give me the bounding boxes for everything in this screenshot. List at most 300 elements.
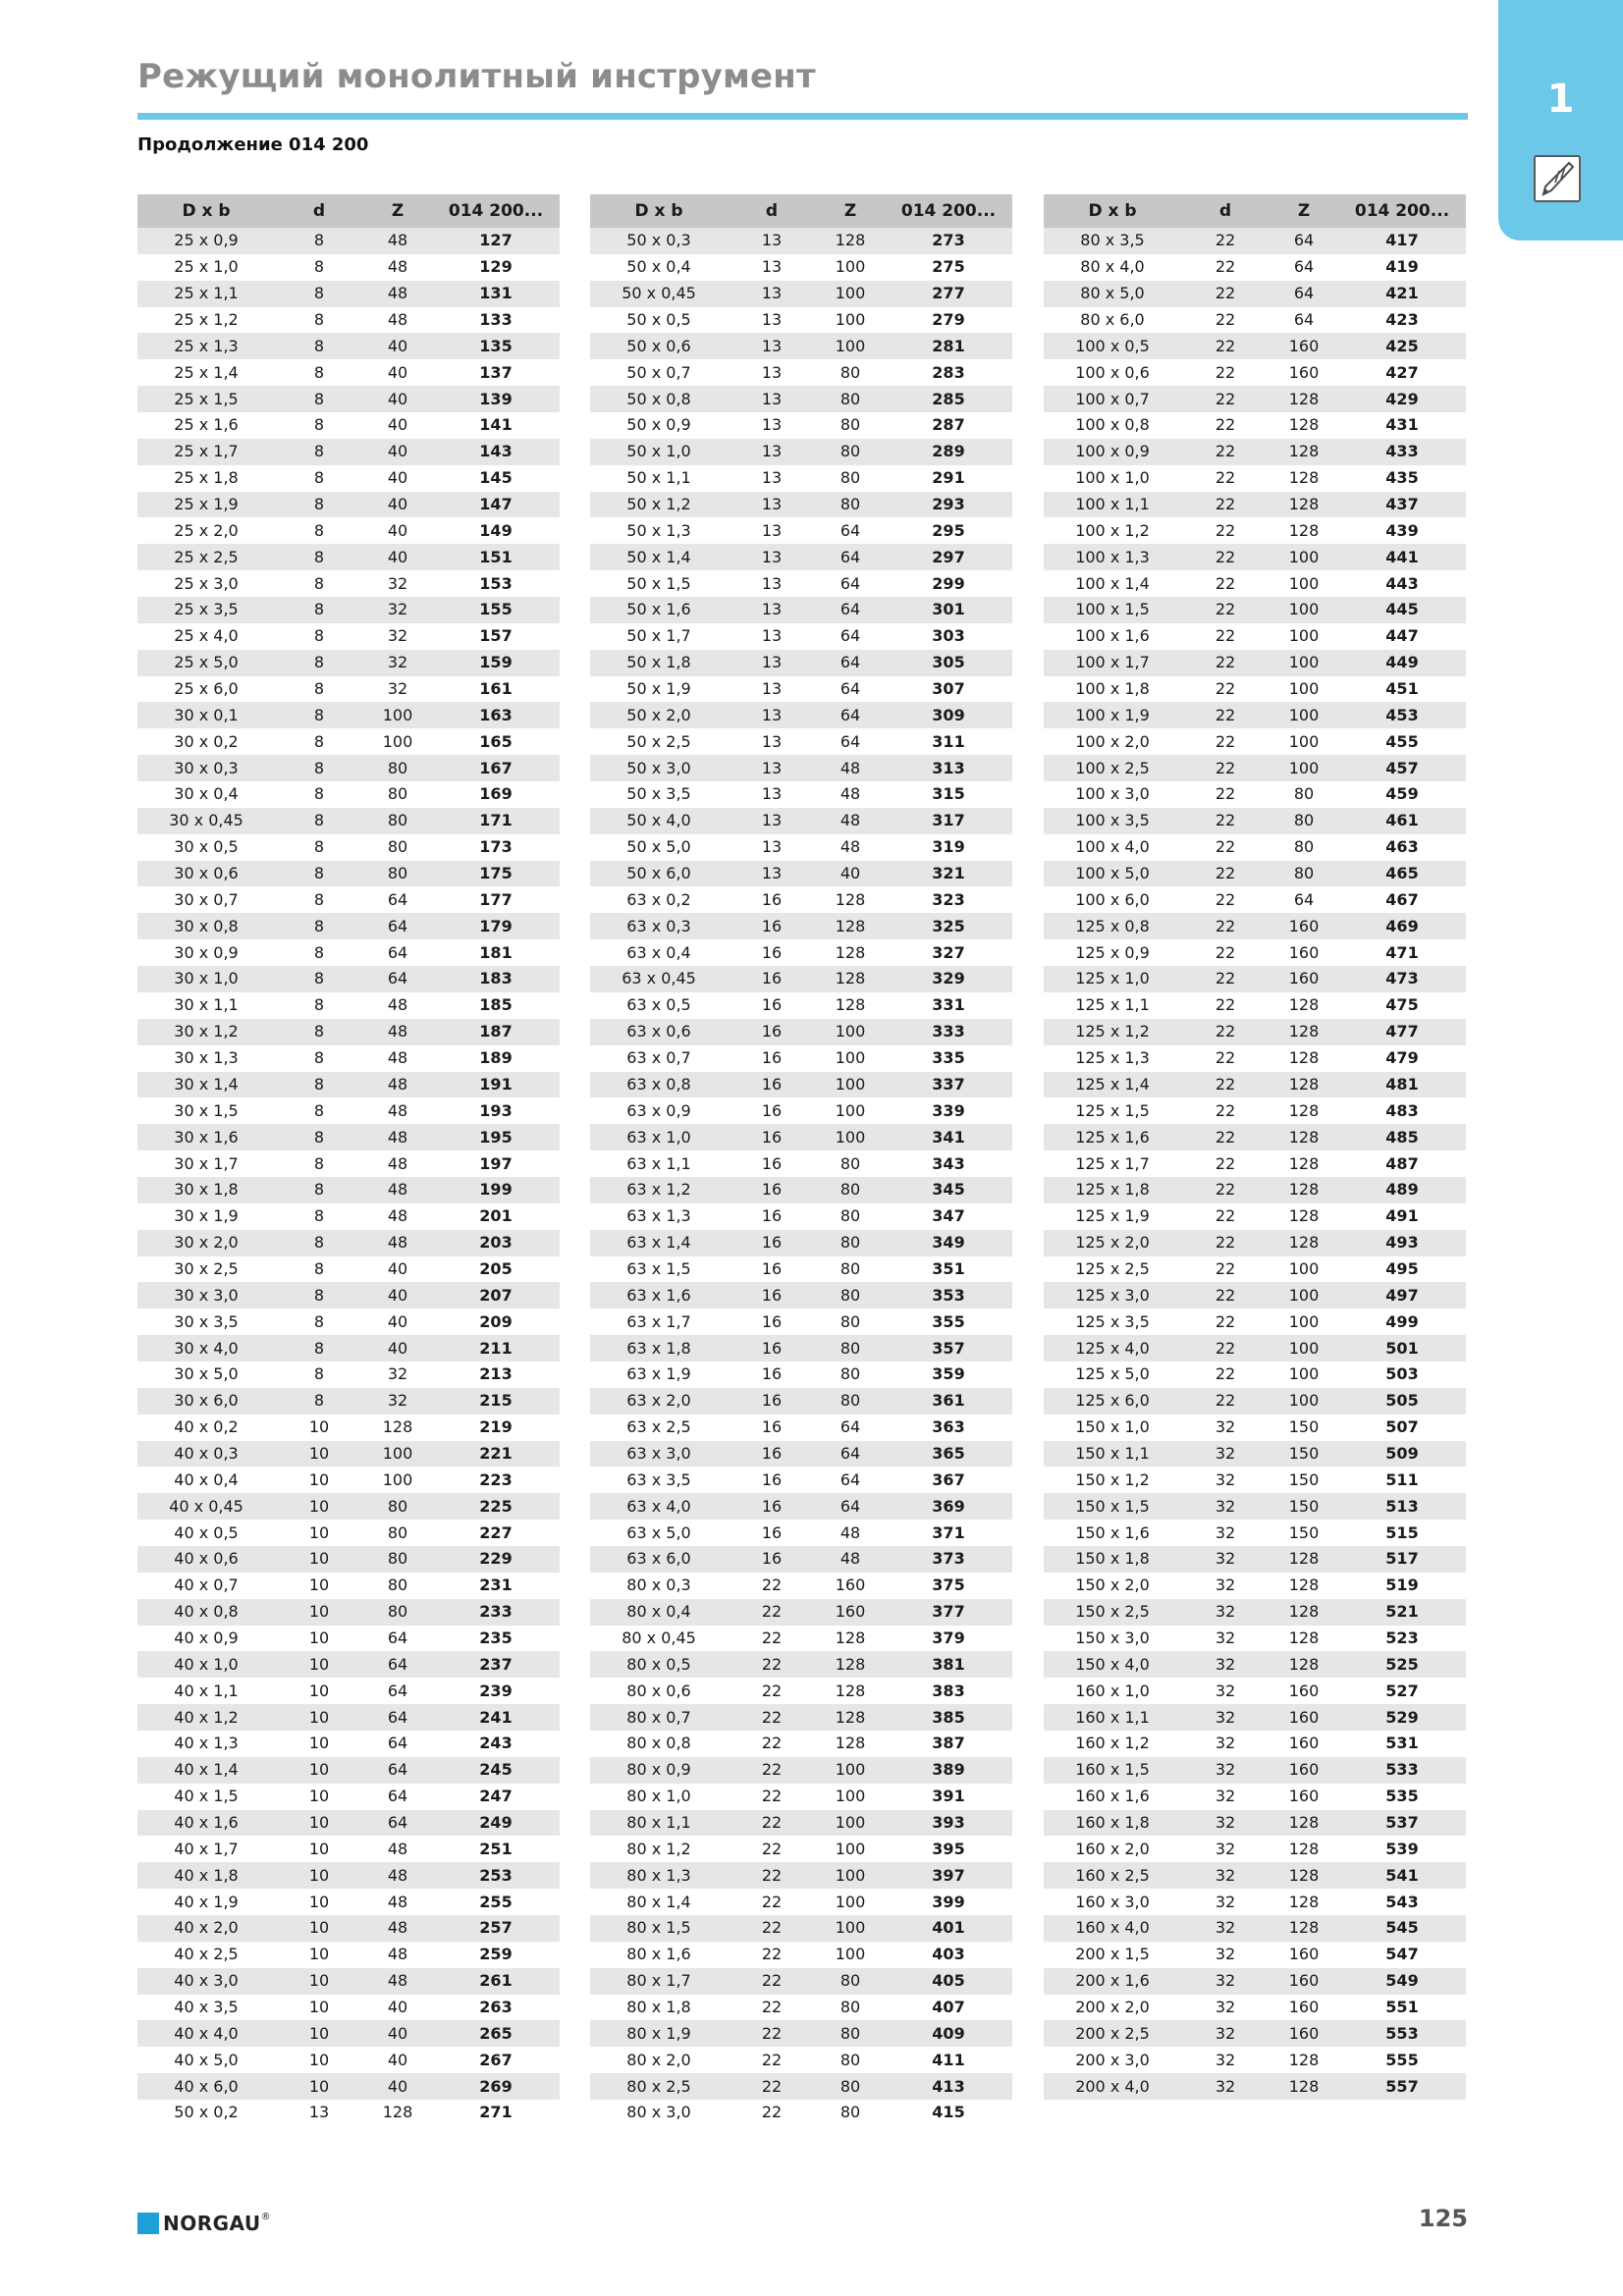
product-table — [1044, 194, 1466, 2100]
cell-code: 199 — [432, 1177, 560, 1203]
cell-code: 181 — [432, 939, 560, 966]
table-row — [137, 755, 560, 781]
cell-d: 13 — [275, 2100, 363, 2126]
cell-dxb: 80 x 3,0 — [590, 2100, 728, 2126]
cell-dxb: 50 x 0,45 — [590, 281, 728, 307]
table-row — [137, 359, 560, 386]
cell-dxb: 80 x 1,2 — [590, 1836, 728, 1862]
table-row — [137, 1704, 560, 1731]
cell-d: 32 — [1181, 2047, 1270, 2073]
table-row — [137, 1889, 560, 1915]
header-d: d — [1181, 194, 1270, 228]
cell-z: 64 — [363, 1810, 432, 1837]
table-row — [1044, 728, 1466, 755]
cell-code: 513 — [1338, 1493, 1466, 1520]
table-row — [590, 1942, 1012, 1968]
cell-dxb: 50 x 2,5 — [590, 728, 728, 755]
cell-code: 155 — [432, 597, 560, 623]
cell-d: 22 — [728, 1704, 816, 1731]
cell-z: 48 — [816, 1520, 885, 1546]
table-row — [1044, 1045, 1466, 1072]
cell-d: 22 — [728, 1995, 816, 2021]
cell-d: 16 — [728, 1467, 816, 1493]
cell-dxb: 40 x 3,0 — [137, 1968, 275, 1995]
cell-code: 519 — [1338, 1573, 1466, 1599]
cell-dxb: 63 x 1,3 — [590, 1203, 728, 1230]
cell-dxb: 100 x 2,5 — [1044, 755, 1181, 781]
cell-z: 100 — [816, 1889, 885, 1915]
cell-dxb: 200 x 1,5 — [1044, 1942, 1181, 1968]
table-row — [1044, 939, 1466, 966]
cell-z: 128 — [1270, 1626, 1338, 1652]
cell-code: 507 — [1338, 1415, 1466, 1441]
cell-dxb: 200 x 2,5 — [1044, 2020, 1181, 2047]
cell-dxb: 80 x 1,5 — [590, 1915, 728, 1942]
cell-dxb: 63 x 2,5 — [590, 1415, 728, 1441]
cell-code: 485 — [1338, 1124, 1466, 1150]
cell-d: 8 — [275, 386, 363, 412]
cell-d: 13 — [728, 281, 816, 307]
cell-code: 327 — [885, 939, 1012, 966]
cell-dxb: 63 x 1,0 — [590, 1124, 728, 1150]
cell-dxb: 80 x 0,3 — [590, 1573, 728, 1599]
table-row — [590, 1626, 1012, 1652]
cell-dxb: 80 x 1,4 — [590, 1889, 728, 1915]
product-table — [137, 194, 560, 2126]
cell-d: 8 — [275, 517, 363, 544]
cell-d: 32 — [1181, 1942, 1270, 1968]
cell-d: 10 — [275, 1599, 363, 1626]
table-row — [137, 1019, 560, 1045]
cell-z: 80 — [816, 439, 885, 465]
cell-d: 8 — [275, 570, 363, 597]
cell-z: 64 — [363, 939, 432, 966]
cell-code: 387 — [885, 1731, 1012, 1757]
cell-d: 22 — [1181, 1097, 1270, 1124]
cell-d: 8 — [275, 333, 363, 359]
cell-code: 147 — [432, 492, 560, 518]
cell-dxb: 150 x 2,0 — [1044, 1573, 1181, 1599]
cell-code: 481 — [1338, 1072, 1466, 1098]
table-row — [1044, 1150, 1466, 1177]
cell-code: 441 — [1338, 544, 1466, 570]
cell-code: 545 — [1338, 1915, 1466, 1942]
cell-z: 128 — [816, 966, 885, 992]
cell-z: 80 — [816, 1177, 885, 1203]
cell-d: 16 — [728, 1072, 816, 1098]
cell-dxb: 50 x 0,9 — [590, 412, 728, 439]
cell-dxb: 80 x 1,3 — [590, 1862, 728, 1889]
cell-z: 64 — [363, 1731, 432, 1757]
cell-d: 32 — [1181, 1467, 1270, 1493]
cell-d: 22 — [1181, 755, 1270, 781]
cell-d: 10 — [275, 2020, 363, 2047]
cell-dxb: 63 x 3,0 — [590, 1441, 728, 1468]
cell-dxb: 40 x 1,2 — [137, 1704, 275, 1731]
cell-dxb: 200 x 1,6 — [1044, 1968, 1181, 1995]
cell-code: 337 — [885, 1072, 1012, 1098]
cell-code: 253 — [432, 1862, 560, 1889]
cell-z: 64 — [363, 1651, 432, 1678]
table-row — [1044, 913, 1466, 939]
cell-dxb: 80 x 1,8 — [590, 1995, 728, 2021]
header-code: 014 200... — [432, 194, 560, 228]
cell-code: 403 — [885, 1942, 1012, 1968]
table-row — [137, 913, 560, 939]
table-row — [137, 1757, 560, 1784]
cell-z: 150 — [1270, 1441, 1338, 1468]
cell-code: 495 — [1338, 1256, 1466, 1283]
cell-dxb: 150 x 1,5 — [1044, 1493, 1181, 1520]
cell-d: 8 — [275, 281, 363, 307]
cell-code: 289 — [885, 439, 1012, 465]
table-row — [1044, 650, 1466, 676]
table-row — [137, 650, 560, 676]
cell-code: 219 — [432, 1415, 560, 1441]
cell-d: 13 — [728, 808, 816, 834]
cell-dxb: 100 x 1,9 — [1044, 702, 1181, 728]
cell-z: 48 — [816, 808, 885, 834]
cell-dxb: 50 x 0,3 — [590, 228, 728, 254]
cell-dxb: 63 x 1,9 — [590, 1362, 728, 1388]
cell-dxb: 150 x 1,1 — [1044, 1441, 1181, 1468]
cell-code: 203 — [432, 1230, 560, 1256]
cell-d: 16 — [728, 939, 816, 966]
cell-code: 491 — [1338, 1203, 1466, 1230]
cell-z: 48 — [363, 1150, 432, 1177]
table-row — [590, 1335, 1012, 1362]
header-dxb: D x b — [590, 194, 728, 228]
table-row — [590, 2100, 1012, 2126]
cell-code: 265 — [432, 2020, 560, 2047]
cell-code: 473 — [1338, 966, 1466, 992]
cell-z: 48 — [363, 992, 432, 1019]
cell-d: 13 — [728, 386, 816, 412]
cell-code: 397 — [885, 1862, 1012, 1889]
cell-dxb: 25 x 1,5 — [137, 386, 275, 412]
cell-code: 383 — [885, 1678, 1012, 1704]
cell-d: 16 — [728, 1388, 816, 1415]
cell-z: 128 — [1270, 517, 1338, 544]
cell-d: 22 — [728, 1626, 816, 1652]
cell-d: 32 — [1181, 1995, 1270, 2021]
cell-code: 303 — [885, 623, 1012, 650]
product-table-column-3 — [1044, 194, 1466, 2100]
table-row — [590, 228, 1012, 254]
cell-code: 523 — [1338, 1626, 1466, 1652]
cell-z: 48 — [363, 1203, 432, 1230]
cell-z: 80 — [816, 492, 885, 518]
cell-d: 32 — [1181, 1862, 1270, 1889]
table-row — [590, 966, 1012, 992]
table-header-row — [137, 194, 560, 228]
cell-code: 317 — [885, 808, 1012, 834]
cell-d: 8 — [275, 1256, 363, 1283]
cell-z: 160 — [816, 1573, 885, 1599]
cell-d: 22 — [728, 1784, 816, 1810]
cell-code: 389 — [885, 1757, 1012, 1784]
cell-z: 48 — [816, 834, 885, 861]
table-row — [1044, 1230, 1466, 1256]
table-row — [137, 544, 560, 570]
cell-z: 160 — [1270, 359, 1338, 386]
cell-d: 22 — [728, 2100, 816, 2126]
table-row — [137, 1124, 560, 1150]
cell-d: 10 — [275, 1889, 363, 1915]
cell-code: 329 — [885, 966, 1012, 992]
cell-code: 531 — [1338, 1731, 1466, 1757]
cell-z: 48 — [363, 307, 432, 334]
table-row — [137, 386, 560, 412]
table-row — [590, 1573, 1012, 1599]
cell-d: 22 — [728, 1942, 816, 1968]
table-row — [590, 676, 1012, 703]
cell-dxb: 30 x 1,1 — [137, 992, 275, 1019]
cell-dxb: 50 x 0,8 — [590, 386, 728, 412]
table-row — [137, 1915, 560, 1942]
table-row — [137, 570, 560, 597]
table-row — [1044, 1995, 1466, 2021]
cell-d: 10 — [275, 1862, 363, 1889]
cell-code: 257 — [432, 1915, 560, 1942]
table-row — [137, 834, 560, 861]
cell-d: 16 — [728, 992, 816, 1019]
cell-z: 128 — [1270, 1124, 1338, 1150]
cell-code: 315 — [885, 781, 1012, 808]
table-row — [1044, 2047, 1466, 2073]
cell-d: 22 — [728, 1810, 816, 1837]
cell-z: 100 — [816, 1810, 885, 1837]
table-row — [137, 597, 560, 623]
cell-d: 16 — [728, 1441, 816, 1468]
table-row — [1044, 1467, 1466, 1493]
cell-code: 269 — [432, 2073, 560, 2100]
table-row — [590, 1467, 1012, 1493]
cell-code: 173 — [432, 834, 560, 861]
cell-code: 407 — [885, 1995, 1012, 2021]
cell-z: 64 — [363, 1626, 432, 1652]
brand-square-icon — [137, 2213, 159, 2234]
cell-code: 191 — [432, 1072, 560, 1098]
cell-dxb: 50 x 3,5 — [590, 781, 728, 808]
cell-z: 128 — [1270, 1177, 1338, 1203]
cell-code: 137 — [432, 359, 560, 386]
cell-z: 128 — [1270, 1546, 1338, 1573]
table-row — [137, 2073, 560, 2100]
cell-code: 263 — [432, 1995, 560, 2021]
cell-z: 100 — [816, 1915, 885, 1942]
cell-dxb: 200 x 2,0 — [1044, 1995, 1181, 2021]
cell-z: 80 — [363, 755, 432, 781]
cell-dxb: 63 x 0,2 — [590, 886, 728, 913]
cell-code: 461 — [1338, 808, 1466, 834]
cell-code: 429 — [1338, 386, 1466, 412]
cell-z: 100 — [1270, 650, 1338, 676]
cell-code: 527 — [1338, 1678, 1466, 1704]
cell-d: 22 — [1181, 650, 1270, 676]
cell-d: 10 — [275, 1942, 363, 1968]
cell-dxb: 25 x 1,6 — [137, 412, 275, 439]
cell-d: 8 — [275, 492, 363, 518]
cell-code: 529 — [1338, 1704, 1466, 1731]
cell-dxb: 50 x 0,2 — [137, 2100, 275, 2126]
cell-code: 347 — [885, 1203, 1012, 1230]
cell-dxb: 25 x 1,3 — [137, 333, 275, 359]
cell-z: 128 — [1270, 1915, 1338, 1942]
cell-z: 64 — [816, 1467, 885, 1493]
cell-z: 40 — [363, 1282, 432, 1308]
cell-z: 128 — [816, 1704, 885, 1731]
cell-dxb: 100 x 2,0 — [1044, 728, 1181, 755]
table-row — [590, 412, 1012, 439]
cell-code: 467 — [1338, 886, 1466, 913]
cell-dxb: 150 x 3,0 — [1044, 1626, 1181, 1652]
cell-dxb: 30 x 1,8 — [137, 1177, 275, 1203]
cell-z: 150 — [1270, 1467, 1338, 1493]
cell-code: 151 — [432, 544, 560, 570]
cell-code: 479 — [1338, 1045, 1466, 1072]
cell-code: 515 — [1338, 1520, 1466, 1546]
cell-d: 8 — [275, 861, 363, 887]
cell-dxb: 25 x 0,9 — [137, 228, 275, 254]
cell-z: 128 — [816, 939, 885, 966]
cell-code: 351 — [885, 1256, 1012, 1283]
cell-d: 8 — [275, 597, 363, 623]
cell-dxb: 125 x 1,7 — [1044, 1150, 1181, 1177]
cell-z: 32 — [363, 650, 432, 676]
cell-d: 8 — [275, 623, 363, 650]
cell-d: 22 — [728, 1757, 816, 1784]
table-row — [1044, 1968, 1466, 1995]
cell-dxb: 125 x 1,3 — [1044, 1045, 1181, 1072]
cell-dxb: 63 x 1,5 — [590, 1256, 728, 1283]
brand-name: NORGAU — [163, 2212, 261, 2235]
cell-code: 259 — [432, 1942, 560, 1968]
table-row — [1044, 570, 1466, 597]
cell-d: 22 — [1181, 228, 1270, 254]
cell-d: 10 — [275, 1546, 363, 1573]
cell-code: 271 — [432, 2100, 560, 2126]
cell-dxb: 80 x 0,8 — [590, 1731, 728, 1757]
cell-z: 40 — [363, 2073, 432, 2100]
cell-z: 40 — [363, 439, 432, 465]
cell-code: 555 — [1338, 2047, 1466, 2073]
cell-d: 22 — [1181, 781, 1270, 808]
cell-d: 16 — [728, 1256, 816, 1283]
table-row — [1044, 1097, 1466, 1124]
cell-code: 443 — [1338, 570, 1466, 597]
cell-code: 183 — [432, 966, 560, 992]
table-row — [137, 1362, 560, 1388]
cell-dxb: 80 x 0,45 — [590, 1626, 728, 1652]
table-row — [1044, 1889, 1466, 1915]
table-row — [137, 781, 560, 808]
cell-dxb: 80 x 2,0 — [590, 2047, 728, 2073]
table-row — [137, 1546, 560, 1573]
cell-code: 323 — [885, 886, 1012, 913]
table-row — [137, 412, 560, 439]
cell-code: 233 — [432, 1599, 560, 1626]
cell-dxb: 30 x 1,4 — [137, 1072, 275, 1098]
cell-dxb: 200 x 4,0 — [1044, 2073, 1181, 2100]
cell-dxb: 125 x 1,0 — [1044, 966, 1181, 992]
cell-d: 22 — [1181, 359, 1270, 386]
cell-code: 547 — [1338, 1942, 1466, 1968]
cell-dxb: 30 x 1,2 — [137, 1019, 275, 1045]
table-row — [1044, 1493, 1466, 1520]
cell-z: 40 — [363, 386, 432, 412]
cell-z: 80 — [816, 412, 885, 439]
cell-d: 22 — [1181, 386, 1270, 412]
cell-z: 80 — [816, 1308, 885, 1335]
table-row — [137, 1441, 560, 1468]
page-number: 125 — [1418, 2205, 1468, 2232]
cell-z: 48 — [816, 1546, 885, 1573]
cell-z: 160 — [1270, 1968, 1338, 1995]
cell-dxb: 50 x 1,9 — [590, 676, 728, 703]
table-row — [590, 281, 1012, 307]
cell-d: 8 — [275, 1308, 363, 1335]
cell-z: 64 — [1270, 254, 1338, 281]
cell-d: 22 — [1181, 939, 1270, 966]
product-table — [590, 194, 1012, 2126]
cell-d: 10 — [275, 1415, 363, 1441]
cell-dxb: 125 x 6,0 — [1044, 1388, 1181, 1415]
cell-d: 8 — [275, 1150, 363, 1177]
cell-code: 451 — [1338, 676, 1466, 703]
cell-z: 40 — [363, 1335, 432, 1362]
cell-dxb: 150 x 2,5 — [1044, 1599, 1181, 1626]
table-row — [137, 1467, 560, 1493]
cell-d: 8 — [275, 913, 363, 939]
cell-z: 40 — [363, 333, 432, 359]
cell-z: 128 — [1270, 992, 1338, 1019]
cell-z: 128 — [1270, 1836, 1338, 1862]
cell-code: 179 — [432, 913, 560, 939]
header-dxb: D x b — [137, 194, 275, 228]
cell-dxb: 30 x 6,0 — [137, 1388, 275, 1415]
cell-d: 8 — [275, 359, 363, 386]
table-row — [137, 2020, 560, 2047]
table-row — [590, 1520, 1012, 1546]
cell-z: 100 — [1270, 676, 1338, 703]
table-row — [1044, 1704, 1466, 1731]
cell-z: 128 — [1270, 1599, 1338, 1626]
table-row — [590, 1784, 1012, 1810]
cell-dxb: 80 x 0,4 — [590, 1599, 728, 1626]
cell-d: 8 — [275, 939, 363, 966]
cell-code: 537 — [1338, 1810, 1466, 1837]
cell-d: 22 — [728, 1731, 816, 1757]
table-row — [137, 992, 560, 1019]
cell-z: 100 — [1270, 1308, 1338, 1335]
section-subtitle: Продолжение 014 200 — [137, 134, 369, 155]
cell-d: 22 — [1181, 333, 1270, 359]
cell-code: 465 — [1338, 861, 1466, 887]
cell-d: 10 — [275, 1915, 363, 1942]
table-row — [1044, 834, 1466, 861]
cell-dxb: 30 x 2,0 — [137, 1230, 275, 1256]
table-row — [137, 1256, 560, 1283]
brand-logo — [137, 2212, 271, 2235]
cell-d: 13 — [728, 359, 816, 386]
cell-dxb: 30 x 1,0 — [137, 966, 275, 992]
cell-dxb: 30 x 5,0 — [137, 1362, 275, 1388]
header-z: Z — [1270, 194, 1338, 228]
table-row — [1044, 1757, 1466, 1784]
cell-z: 64 — [816, 676, 885, 703]
cell-code: 299 — [885, 570, 1012, 597]
